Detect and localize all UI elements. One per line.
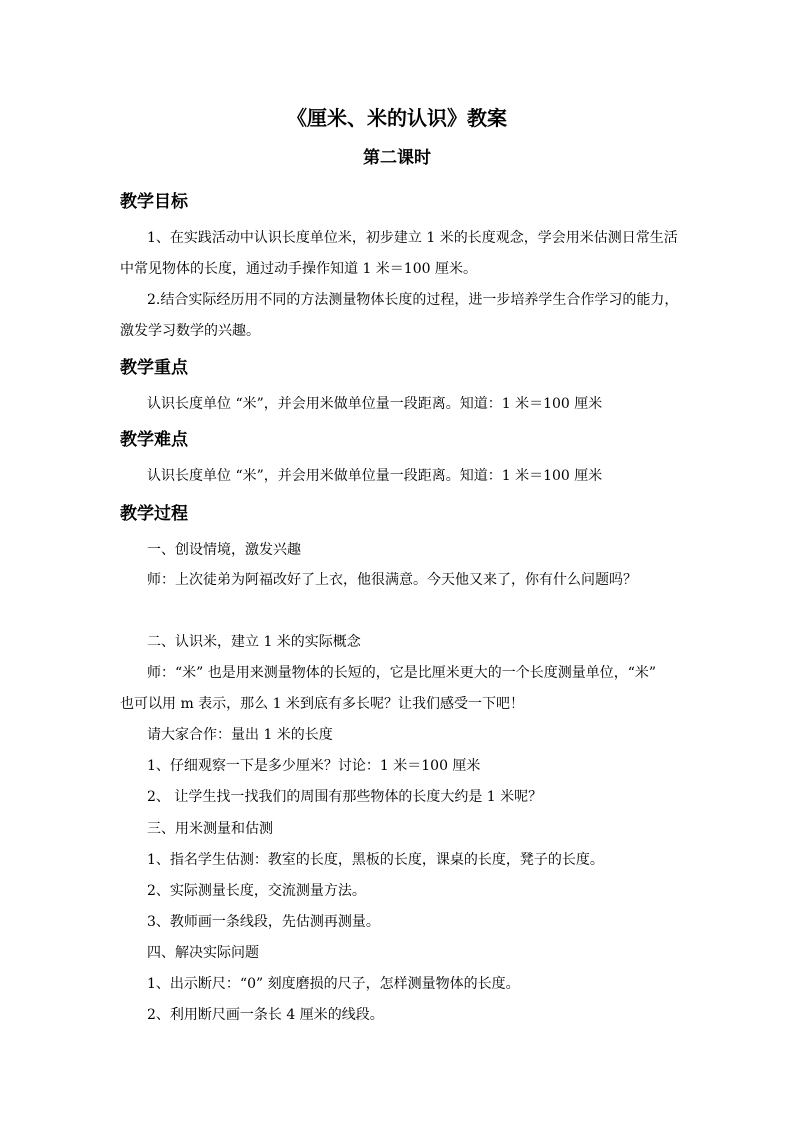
process-line: 三、用米测量和估测 xyxy=(147,821,273,837)
document-title: 《厘米、米的认识》教案 xyxy=(287,106,507,130)
process-line: 二、认识米，建立 1 米的实际概念 xyxy=(147,634,361,650)
process-line: 2、 让学生找一找我们的周围有那些物体的长度大约是 1 米呢？ xyxy=(147,789,543,805)
process-line: 四、解决实际问题 xyxy=(147,945,259,961)
difficulties-text: 认识长度单位 “米”，并会用米做单位量一段距离。知道：1 米＝100 厘米 xyxy=(147,468,603,484)
goals-paragraph-1-line-1: 1、在实践活动中认识长度单位米，初步建立 1 米的长度观念，学会用米估测日常生活 xyxy=(147,230,678,246)
difficulties-heading: 教学难点 xyxy=(120,430,188,450)
process-line: 也可以用 m 表示，那么 1 米到底有多长呢？让我们感受一下吧！ xyxy=(120,696,524,712)
document-subtitle: 第二课时 xyxy=(363,148,431,168)
process-line: 2、实际测量长度，交流测量方法。 xyxy=(147,883,366,899)
process-line: 1、指名学生估测：教室的长度，黑板的长度，课桌的长度，凳子的长度。 xyxy=(147,852,604,868)
process-line: 2、利用断尺画一条长 4 厘米的线段。 xyxy=(147,1007,384,1023)
goals-heading: 教学目标 xyxy=(120,192,188,212)
goals-paragraph-2-line-2: 激发学习数学的兴趣。 xyxy=(120,323,260,339)
process-line: 请大家合作：量出 1 米的长度 xyxy=(147,727,333,743)
key-points-text: 认识长度单位 “米”，并会用米做单位量一段距离。知道：1 米＝100 厘米 xyxy=(147,396,603,412)
process-line: 师：“米” 也是用来测量物体的长短的，它是比厘米更大的一个长度测量单位，“米” xyxy=(147,665,657,681)
process-line: 3、教师画一条线段，先估测再测量。 xyxy=(147,914,380,930)
process-line: 1、仔细观察一下是多少厘米？讨论：1 米＝100 厘米 xyxy=(147,758,481,774)
goals-paragraph-2-line-1: 2.结合实际经历用不同的方法测量物体长度的过程，进一步培养学生合作学习的能力， xyxy=(147,292,679,308)
process-heading: 教学过程 xyxy=(120,504,188,524)
goals-paragraph-1-line-2: 中常见物体的长度，通过动手操作知道 1 米＝100 厘米。 xyxy=(120,261,477,277)
process-line: 师：上次徒弟为阿福改好了上衣，他很满意。今天他又来了，你有什么问题吗？ xyxy=(147,572,637,588)
key-points-heading: 教学重点 xyxy=(120,358,188,378)
process-line: 1、出示断尺：“0” 刻度磨损的尺子，怎样测量物体的长度。 xyxy=(147,976,520,992)
process-line: 一、创设情境，激发兴趣 xyxy=(147,542,301,558)
